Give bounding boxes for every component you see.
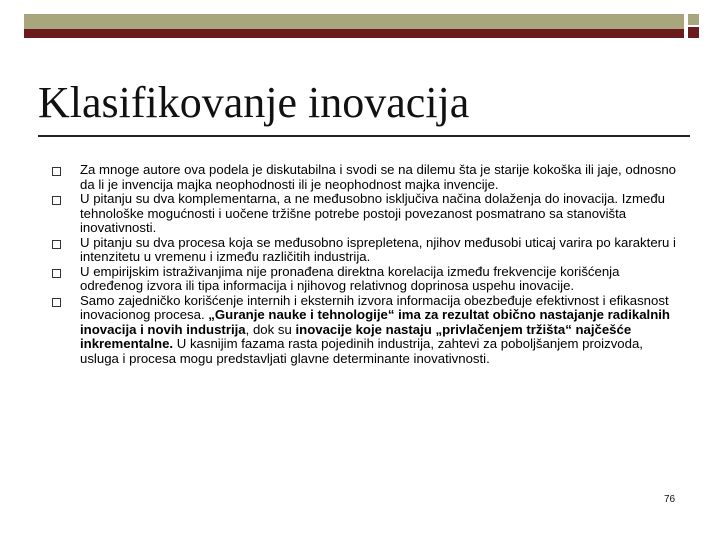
bullet-square-icon [52, 196, 61, 205]
bullet-text: U empirijskim istraživanjima nije pronađena direktna korelacija između frekvencije korišćenja određenog izvora ili tipa informacija i njihovog relativnog doprinosa uspehu inovacije. [80, 263, 620, 293]
bullet-item [52, 265, 680, 294]
bullet-square-icon [52, 167, 61, 176]
corner-square-maroon [688, 27, 699, 38]
bullet-item [52, 236, 680, 265]
page-number: 76 [664, 494, 676, 505]
bullet-text-part: Samo zajedničko korišćenje internih i eksternih izvora informacija obezbeđuje efektivnost i efikasnost inovacionog procesa. [80, 292, 669, 322]
bullet-item [52, 294, 680, 367]
bullet-text-bold: inovacije koje nastaju „privlačenjem tržišta“ najčešće inkrementalne. [80, 321, 632, 351]
corner-square-olive [688, 14, 699, 25]
bullet-text-part: , dok su [245, 321, 296, 337]
bullet-list [52, 163, 680, 366]
top-olive-band [24, 14, 684, 29]
bullet-text: Za mnoge autore ova podela je diskutabilna i svodi se na dilemu šta je starije kokoška ili jaje, odnosno da li je invencija majka neophodnosti ili je neophodnost majka invencije. [80, 162, 676, 192]
bullet-item [52, 192, 680, 236]
bullet-square-icon [52, 298, 61, 307]
top-maroon-band [24, 29, 684, 38]
title-underline [38, 135, 690, 137]
bullet-square-icon [52, 269, 61, 278]
bullet-text: U pitanju su dva komplementarna, a ne međusobno isključiva načina dolaženja do inovacija. Između tehnološke mogućnosti i uočene tržišne potrebe postoji povezanost posmatrano sa stanovišta inovativnosti. [80, 191, 665, 235]
bullet-text-bold: „Guranje nauke i tehnologije“ ima za rezultat obično nastajanje radikalnih inovacija i novih industrija [80, 307, 670, 337]
top-decor-bar [24, 14, 684, 38]
bullet-text: U pitanju su dva procesa koja se međusobno isprepletena, njihov međusobi uticaj varira po karakteru i intenzitetu u vremenu i između različitih industrija. [80, 234, 676, 264]
bullet-square-icon [52, 240, 61, 249]
slide-title: Klasifikovanje inovacija [38, 78, 470, 127]
bullet-text-part: U kasnijim fazama rasta pojedinih industrija, zahtevi za poboljšanjem proizvoda, usluga i procesa mogu predstavljati glavne determinante inovativnosti. [80, 336, 643, 366]
bullet-item [52, 163, 680, 192]
